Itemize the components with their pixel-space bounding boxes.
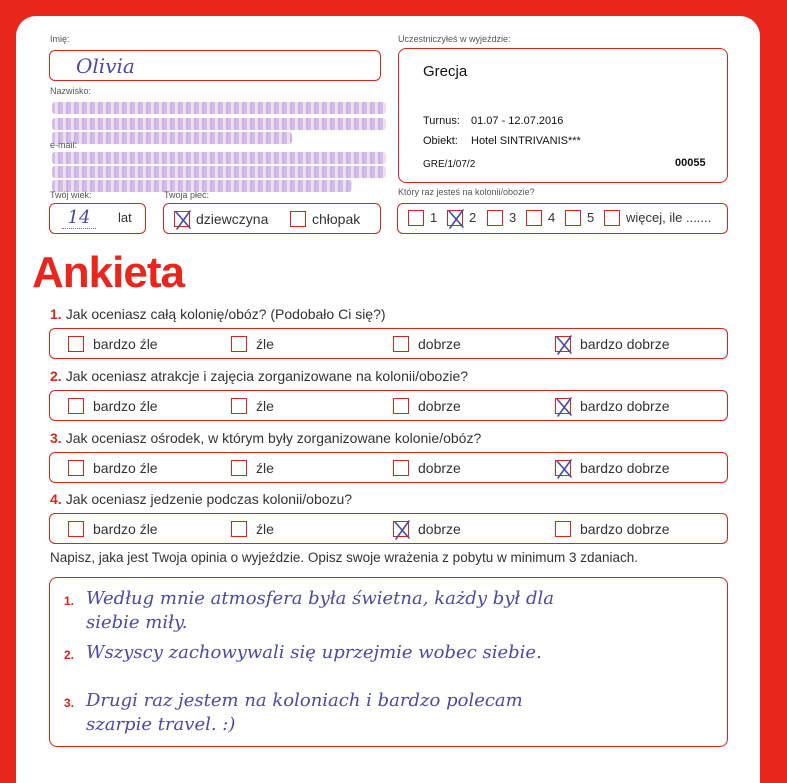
trip-card bbox=[398, 48, 728, 183]
check-mark-icon bbox=[392, 519, 412, 541]
trip-code: GRE/1/07/2 bbox=[423, 159, 476, 170]
rating-option-label: bardzo źle bbox=[93, 460, 158, 476]
rating-option-label: dobrze bbox=[418, 398, 461, 414]
rating-option-label: bardzo dobrze bbox=[580, 521, 670, 537]
times-option-label: 3 bbox=[509, 210, 517, 225]
rating-option-label: dobrze bbox=[418, 336, 461, 352]
rating-checkbox[interactable] bbox=[68, 336, 84, 352]
times-option-label: więcej, ile ....... bbox=[626, 210, 712, 225]
rating-option-label: bardzo źle bbox=[93, 521, 158, 537]
question-label: Jak oceniasz atrakcje i zajęcia zorganizowane na kolonii/obozie? bbox=[65, 368, 469, 384]
times-checkbox[interactable] bbox=[487, 210, 503, 226]
age-label: Twój wiek: bbox=[50, 190, 92, 200]
rating-checkbox[interactable] bbox=[555, 460, 571, 476]
question-label: Jak oceniasz jedzenie podczas kolonii/obozu? bbox=[65, 491, 353, 507]
times-option-label: 1 bbox=[430, 210, 438, 225]
rating-checkbox[interactable] bbox=[231, 398, 247, 414]
survey-title: Ankieta bbox=[32, 248, 184, 297]
times-checkbox[interactable] bbox=[447, 210, 463, 226]
name-value: Olivia bbox=[76, 54, 135, 78]
question-number: 4. bbox=[50, 491, 62, 507]
rating-checkbox[interactable] bbox=[231, 460, 247, 476]
question-text bbox=[50, 430, 481, 446]
email-label: e-mail: bbox=[50, 140, 78, 150]
age-unit: lat bbox=[118, 210, 132, 225]
answer-line: siebie miły. bbox=[86, 612, 188, 633]
times-option-label: 4 bbox=[548, 210, 556, 225]
question-number: 3. bbox=[50, 430, 62, 446]
check-mark-icon bbox=[554, 458, 574, 480]
times-checkbox[interactable] bbox=[526, 210, 542, 226]
times-option-label: 2 bbox=[469, 210, 477, 225]
question-text bbox=[50, 306, 386, 322]
answer-number: 2. bbox=[64, 648, 75, 662]
opinion-prompt: Napisz, jaka jest Twoja opinia o wyjeździe. Opisz swoje wrażenia z pobytu w minimum 3 zdaniach. bbox=[50, 550, 639, 565]
rating-checkbox[interactable] bbox=[68, 460, 84, 476]
rating-checkbox[interactable] bbox=[393, 460, 409, 476]
surname-label: Nazwisko: bbox=[50, 86, 92, 96]
check-mark-icon bbox=[173, 209, 193, 231]
answer-line: Według mnie atmosfera była świetna, każdy był dla bbox=[86, 588, 554, 609]
trip-destination: Grecja bbox=[423, 63, 468, 80]
age-value: 14 bbox=[62, 207, 96, 229]
rating-option-label: dobrze bbox=[418, 460, 461, 476]
rating-option-label: dobrze bbox=[418, 521, 461, 537]
rating-checkbox[interactable] bbox=[555, 521, 571, 537]
question-number: 2. bbox=[50, 368, 62, 384]
answer-number: 3. bbox=[64, 696, 75, 710]
gender-checkbox[interactable] bbox=[174, 211, 190, 227]
times-checkbox[interactable] bbox=[408, 210, 424, 226]
obiekt-label: Obiekt: bbox=[423, 135, 458, 147]
answer-line: szarpie travel. :) bbox=[86, 714, 236, 735]
rating-checkbox[interactable] bbox=[393, 398, 409, 414]
question-text bbox=[50, 491, 352, 507]
check-mark-icon bbox=[446, 208, 466, 230]
answer-line: Drugi raz jestem na koloniach i bardzo polecam bbox=[86, 690, 523, 711]
rating-checkbox[interactable] bbox=[231, 336, 247, 352]
trip-label: Uczestniczyłeś w wyjeździe: bbox=[398, 34, 511, 44]
check-mark-icon bbox=[554, 396, 574, 418]
times-checkbox[interactable] bbox=[565, 210, 581, 226]
answer-number: 1. bbox=[64, 594, 75, 608]
question-number: 1. bbox=[50, 306, 62, 322]
gender-checkbox[interactable] bbox=[290, 211, 306, 227]
rating-checkbox[interactable] bbox=[68, 521, 84, 537]
check-mark-icon bbox=[554, 334, 574, 356]
trip-number: 00055 bbox=[675, 157, 706, 169]
rating-option-label: bardzo dobrze bbox=[580, 460, 670, 476]
rating-checkbox[interactable] bbox=[393, 336, 409, 352]
rating-option-label: bardzo dobrze bbox=[580, 336, 670, 352]
answer-line: Wszyscy zachowywali się uprzejmie wobec siebie. bbox=[86, 642, 542, 663]
rating-checkbox[interactable] bbox=[231, 521, 247, 537]
rating-option-label: źle bbox=[256, 460, 274, 476]
rating-option-label: źle bbox=[256, 336, 274, 352]
rating-checkbox[interactable] bbox=[68, 398, 84, 414]
gender-option-label: chłopak bbox=[312, 211, 361, 227]
turnus-label: Turnus: bbox=[423, 115, 460, 127]
gender-label: Twoja płeć: bbox=[164, 190, 210, 200]
rating-option-label: źle bbox=[256, 398, 274, 414]
question-label: Jak oceniasz całą kolonię/obóz? (Podobało Ci się?) bbox=[65, 306, 386, 322]
rating-option-label: bardzo źle bbox=[93, 336, 158, 352]
obiekt-value: Hotel SINTRIVANIS*** bbox=[471, 135, 581, 147]
rating-checkbox[interactable] bbox=[555, 336, 571, 352]
name-field[interactable] bbox=[49, 50, 381, 81]
rating-checkbox[interactable] bbox=[555, 398, 571, 414]
question-label: Jak oceniasz ośrodek, w którym były zorganizowane kolonie/obóz? bbox=[65, 430, 482, 446]
gender-option-label: dziewczyna bbox=[196, 211, 269, 227]
rating-option-label: bardzo źle bbox=[93, 398, 158, 414]
rating-option-label: bardzo dobrze bbox=[580, 398, 670, 414]
question-text bbox=[50, 368, 468, 384]
times-option-label: 5 bbox=[587, 210, 595, 225]
rating-option-label: źle bbox=[256, 521, 274, 537]
times-checkbox[interactable] bbox=[604, 210, 620, 226]
name-label: Imię: bbox=[50, 34, 70, 44]
turnus-value: 01.07 - 12.07.2016 bbox=[471, 115, 564, 127]
rating-checkbox[interactable] bbox=[393, 521, 409, 537]
age-field[interactable] bbox=[49, 203, 146, 234]
times-label: Który raz jesteś na kolonii/obozie? bbox=[398, 187, 535, 197]
